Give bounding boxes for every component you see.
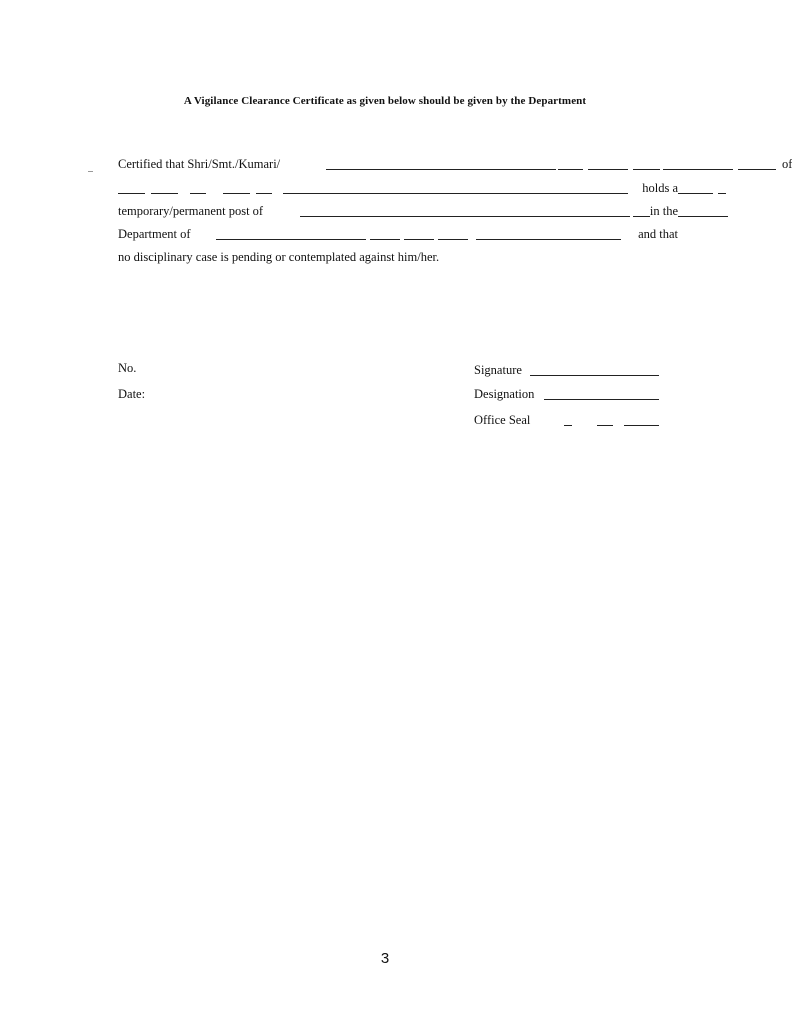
- page-number: 3: [380, 950, 390, 967]
- name-blank-dash: [558, 169, 583, 170]
- certificate-line-5: [118, 249, 678, 265]
- designation-blank[interactable]: [544, 399, 659, 400]
- certificate-line-3: [118, 203, 678, 219]
- department-blank-dash: [476, 239, 621, 240]
- office-seal-blank-dash: [597, 425, 613, 426]
- address-blank-dash: [223, 193, 250, 194]
- department-of-label: Department of: [118, 227, 191, 241]
- certificate-line-1: [118, 156, 792, 172]
- post-blank[interactable]: [300, 216, 630, 217]
- address-blank-dash: [718, 193, 726, 194]
- office-seal-label: Office Seal: [474, 413, 531, 427]
- address-blank-dash: [151, 193, 178, 194]
- date-label: Date:: [118, 387, 146, 401]
- of-label: of: [782, 157, 792, 171]
- name-blank[interactable]: [326, 169, 556, 170]
- designation-label: Designation: [474, 387, 535, 401]
- certificate-line-2: [118, 180, 678, 196]
- signature-label: Signature: [474, 363, 522, 377]
- department-blank-dash: [404, 239, 434, 240]
- department-blank-dash: [370, 239, 400, 240]
- and-that-label: and that: [638, 227, 678, 241]
- post-blank-dash: [633, 216, 728, 217]
- certificate-line-4: [118, 226, 678, 242]
- certified-that-label: Certified that Shri/Smt./Kumari/: [118, 157, 281, 171]
- address-blank-dash: [190, 193, 206, 194]
- address-blank-dash: [256, 193, 272, 194]
- no-label: No.: [118, 361, 137, 375]
- post-label: temporary/permanent post of: [118, 204, 264, 218]
- signature-blank[interactable]: [530, 375, 659, 376]
- name-blank-dash: [738, 169, 776, 170]
- department-blank-dash: [438, 239, 468, 240]
- margin-mark: [88, 171, 93, 172]
- office-seal-blank-dash: [564, 425, 572, 426]
- address-blank-dash: [118, 193, 145, 194]
- office-seal-blank[interactable]: [624, 425, 659, 426]
- disciplinary-statement: no disciplinary case is pending or contemplated against him/her.: [118, 250, 440, 264]
- signature-field: [474, 362, 664, 378]
- in-the-label: in the: [649, 204, 678, 218]
- name-blank-dash: [663, 169, 733, 170]
- department-blank[interactable]: [216, 239, 366, 240]
- page-title: A Vigilance Clearance Certificate as given below should be given by the Department: [183, 95, 587, 107]
- holds-a-label: holds a: [628, 180, 678, 196]
- name-blank-dash: [633, 169, 660, 170]
- name-blank-dash: [588, 169, 628, 170]
- office-seal-field: [474, 412, 664, 428]
- designation-field: [474, 386, 664, 402]
